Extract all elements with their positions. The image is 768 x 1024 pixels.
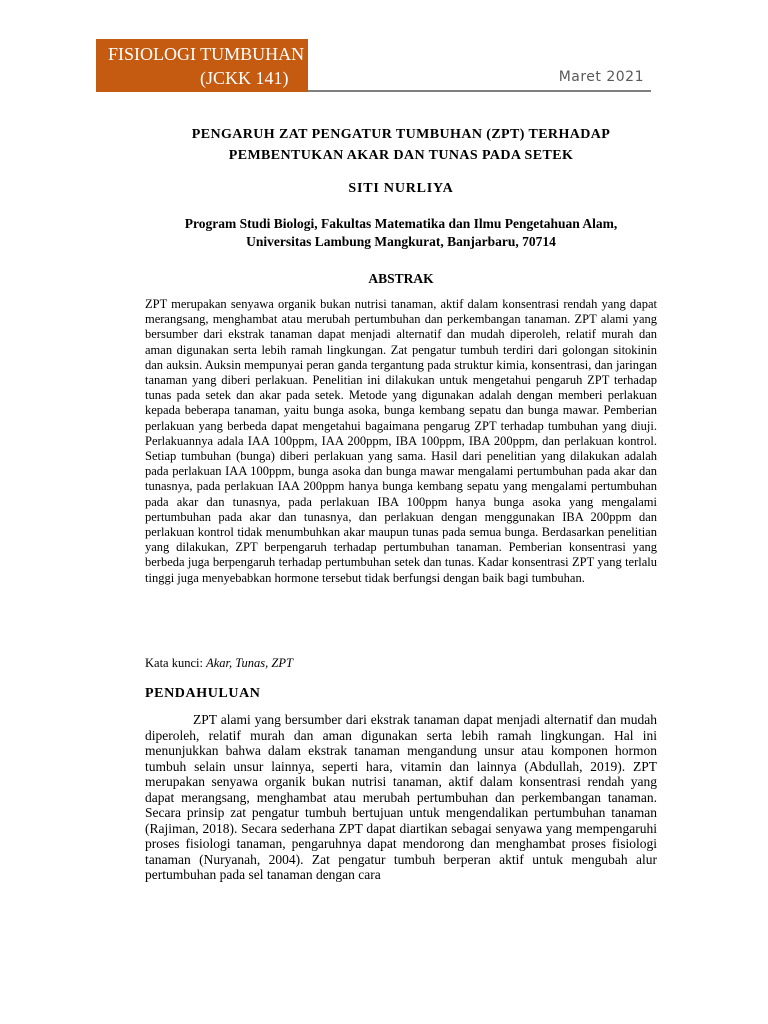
section-heading-introduction: PENDAHULUAN <box>145 686 261 701</box>
publication-date: Maret 2021 <box>558 69 644 85</box>
journal-name: FISIOLOGI TUMBUHAN <box>108 44 305 64</box>
abstract-body: ZPT merupakan senyawa organik bukan nutrisi tanaman, aktif dalam konsentrasi rendah yang dapat merangsang, menghambat atau merubah pertumbuhan dan perkembangan tanaman. ZPT alami yang bersumber dari ekstrak tanaman dapat menjadi alternatif dan mudah diperoleh, relatif murah dan aman digunakan serta lebih ramah lingkungan. Zat pengatur tumbuh terdiri dari golongan sitokinin dan auksin. Auksin mempunyai peran ganda tergantung pada struktur kimia, konsentrasi, dan jaringan tanaman yang diberi perlakuan. Penelitian ini dilakukan untuk mengetahui pengaruh ZPT terhadap tunas pada setek dan akar pada setek. Metode yang digunakan adalah dengan memberi perlakuan kepada beberapa tanaman, yaitu bunga asoka, bunga kembang sepatu dan bunga mawar. Pemberian perlakuan yang berbeda dapat mengetahui bagaimana pengarug ZPT terhadap tumbuhan yang diuji. Perlakuannya adala IAA 100ppm, IAA 200ppm, IBA 100ppm, IBA 200ppm, dan perlakuan kontrol. Setiap tumbuhan (bunga) diberi perlakuan yang sama. Hasil dari penelitian yang dilakukan adalah pada perlakuan IAA 100ppm, bunga asoka dan bunga mawar mengalami pertumbuhan pada akar dan tunasnya, pada perlakuan IAA 200ppm hanya bunga kembang sepatu yang mengalami pertumbuhan pada akar dan tunasnya, pada perlakuan IBA 100ppm hanya bunga asoka yang mengalami pertumbuhan pada akar dan tunasnya, dan perlakuan dengan menggunakan IBA 200ppm dan perlakuan kontrol tidak menumbuhkan akar maupun tunas pada semua bunga. Berdasarkan penelitian yang dilakukan, ZPT berpengaruh terhadap pertumbuhan tanaman. Pemberian konsentrasi yang berbeda juga berpengaruh terhadap pertumbuhan setek dan tunas. Kadar konsentrasi ZPT yang terlalu tinggi juga menyebabkan hormone tersebut tidak berfungsi dengan baik bagi tumbuhan. <box>145 297 657 585</box>
course-code: (JCKK 141) <box>200 68 289 88</box>
affiliation-line-1: Program Studi Biologi, Fakultas Matematika dan Ilmu Pengetahuan Alam, <box>184 216 618 231</box>
author-affiliation <box>144 215 658 251</box>
keywords <box>145 655 293 671</box>
title-line-1: PENGARUH ZAT PENGATUR TUMBUHAN (ZPT) TERHADAP <box>191 127 611 142</box>
affiliation-line-2: Universitas Lambung Mangkurat, Banjarbaru, 70714 <box>246 234 556 249</box>
keywords-terms: Akar, Tunas, ZPT <box>206 656 293 670</box>
introduction-body: ZPT alami yang bersumber dari ekstrak tanaman dapat menjadi alternatif dan mudah diperoleh, relatif murah dan aman digunakan serta lebih ramah lingkungan. Hal ini menunjukkan bahwa dalam ekstrak tanaman mengandung unsur atau komponen hormon tumbuh selain unsur lainnya, seperti hara, vitamin dan lainnya (Abdullah, 2019). ZPT merupakan senyawa organik bukan nutrisi tanaman, aktif dalam konsentrasi rendah yang dapat merangsang, menghambat atau merubah pertumbuhan dan perkembangan tanaman. Secara prinsip zat pengatur tumbuh bertujuan untuk mengendalikan pertumbuhan tanaman (Rajiman, 2018). Secara sederhana ZPT dapat diartikan sebagai senyawa yang mempengaruhi proses fisiologi tanaman, pengaruhnya dapat mendorong dan menghambat proses fisiologi tanaman (Nuryanah, 2004). Zat pengatur tumbuh berperan aktif untuk mengubah alur pertumbuhan pada sel tanaman dengan cara <box>145 712 657 882</box>
journal-label <box>96 39 308 92</box>
abstract-heading: ABSTRAK <box>368 271 434 286</box>
title-line-2: PEMBENTUKAN AKAR DAN TUNAS PADA SETEK <box>228 148 574 163</box>
keywords-label: Kata kunci: <box>145 656 203 670</box>
author-name: SITI NURLIYA <box>348 181 454 196</box>
header-divider <box>308 90 651 92</box>
paper-title <box>144 124 658 166</box>
